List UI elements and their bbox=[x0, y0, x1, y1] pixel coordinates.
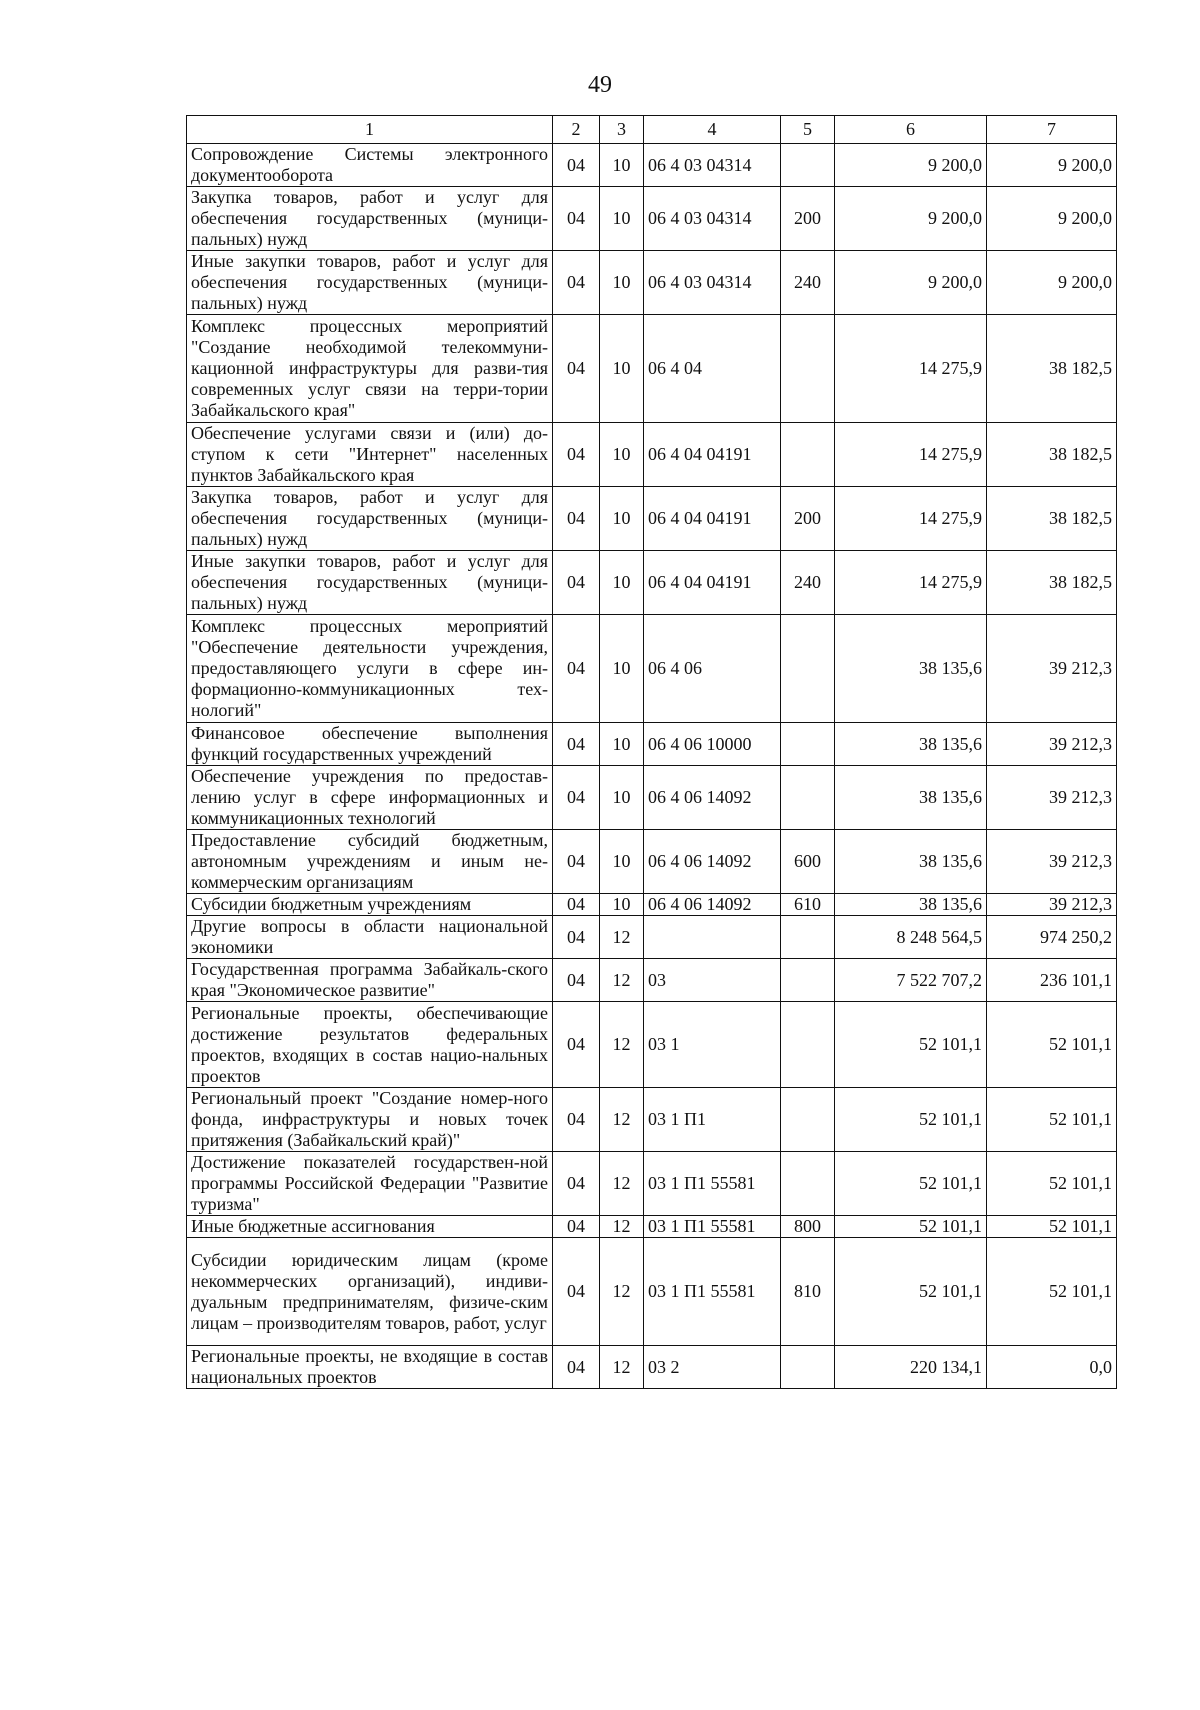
table-row bbox=[187, 1002, 1117, 1088]
amount-col-6: 38 135,6 bbox=[835, 894, 987, 916]
expense-type-code: 600 bbox=[781, 830, 835, 894]
amount-col-7: 38 182,5 bbox=[987, 487, 1117, 551]
amount-col-6: 38 135,6 bbox=[835, 766, 987, 830]
amount-col-6: 9 200,0 bbox=[835, 144, 987, 187]
section-code: 04 bbox=[553, 1346, 600, 1389]
subsection-code: 10 bbox=[600, 487, 644, 551]
amount-col-7: 9 200,0 bbox=[987, 187, 1117, 251]
column-header: 2 bbox=[553, 116, 600, 144]
row-description: Закупка товаров, работ и услуг для обеспечения государственных (муници-пальных) нужд bbox=[187, 187, 553, 251]
expense-type-code bbox=[781, 766, 835, 830]
target-article-code: 06 4 04 04191 bbox=[644, 423, 781, 487]
subsection-code: 10 bbox=[600, 551, 644, 615]
row-description: Региональные проекты, не входящие в состав национальных проектов bbox=[187, 1346, 553, 1389]
amount-col-6: 52 101,1 bbox=[835, 1088, 987, 1152]
row-description: Комплекс процессных мероприятий "Обеспечение деятельности учреждения, предоставляющего услуги в сфере ин-формационно-коммуникационных тех-нологий" bbox=[187, 615, 553, 723]
amount-col-6: 14 275,9 bbox=[835, 551, 987, 615]
section-code: 04 bbox=[553, 916, 600, 959]
expense-type-code: 200 bbox=[781, 187, 835, 251]
table-row bbox=[187, 1216, 1117, 1238]
target-article-code: 06 4 04 04191 bbox=[644, 551, 781, 615]
section-code: 04 bbox=[553, 1216, 600, 1238]
amount-col-7: 9 200,0 bbox=[987, 251, 1117, 315]
amount-col-7: 38 182,5 bbox=[987, 315, 1117, 423]
subsection-code: 10 bbox=[600, 251, 644, 315]
amount-col-7: 52 101,1 bbox=[987, 1216, 1117, 1238]
subsection-code: 12 bbox=[600, 1088, 644, 1152]
amount-col-7: 0,0 bbox=[987, 1346, 1117, 1389]
amount-col-6: 52 101,1 bbox=[835, 1238, 987, 1346]
table-row bbox=[187, 487, 1117, 551]
amount-col-6: 38 135,6 bbox=[835, 615, 987, 723]
column-header: 7 bbox=[987, 116, 1117, 144]
subsection-code: 10 bbox=[600, 144, 644, 187]
row-description: Субсидии бюджетным учреждениям bbox=[187, 894, 553, 916]
amount-col-7: 39 212,3 bbox=[987, 615, 1117, 723]
budget-table bbox=[186, 115, 1117, 1389]
amount-col-6: 38 135,6 bbox=[835, 723, 987, 766]
section-code: 04 bbox=[553, 315, 600, 423]
subsection-code: 12 bbox=[600, 1346, 644, 1389]
subsection-code: 10 bbox=[600, 187, 644, 251]
table-row bbox=[187, 551, 1117, 615]
expense-type-code bbox=[781, 1002, 835, 1088]
table-row bbox=[187, 187, 1117, 251]
table-row bbox=[187, 830, 1117, 894]
subsection-code: 10 bbox=[600, 830, 644, 894]
target-article-code: 03 2 bbox=[644, 1346, 781, 1389]
section-code: 04 bbox=[553, 1002, 600, 1088]
header-row bbox=[187, 116, 1117, 144]
section-code: 04 bbox=[553, 144, 600, 187]
subsection-code: 12 bbox=[600, 1002, 644, 1088]
amount-col-7: 236 101,1 bbox=[987, 959, 1117, 1002]
subsection-code: 12 bbox=[600, 916, 644, 959]
table-row bbox=[187, 766, 1117, 830]
target-article-code: 06 4 03 04314 bbox=[644, 251, 781, 315]
subsection-code: 10 bbox=[600, 766, 644, 830]
amount-col-6: 9 200,0 bbox=[835, 187, 987, 251]
expense-type-code: 810 bbox=[781, 1238, 835, 1346]
target-article-code: 06 4 03 04314 bbox=[644, 187, 781, 251]
column-header: 1 bbox=[187, 116, 553, 144]
section-code: 04 bbox=[553, 894, 600, 916]
amount-col-6: 14 275,9 bbox=[835, 315, 987, 423]
expense-type-code bbox=[781, 1152, 835, 1216]
amount-col-7: 38 182,5 bbox=[987, 423, 1117, 487]
subsection-code: 10 bbox=[600, 423, 644, 487]
section-code: 04 bbox=[553, 487, 600, 551]
subsection-code: 10 bbox=[600, 315, 644, 423]
expense-type-code bbox=[781, 315, 835, 423]
column-header: 4 bbox=[644, 116, 781, 144]
table-row bbox=[187, 251, 1117, 315]
amount-col-7: 39 212,3 bbox=[987, 894, 1117, 916]
section-code: 04 bbox=[553, 723, 600, 766]
row-description: Субсидии юридическим лицам (кроме некоммерческих организаций), индиви-дуальным предпринимателям, физиче-ским лицам – производителям товаров, работ, услуг bbox=[187, 1238, 553, 1346]
target-article-code: 03 bbox=[644, 959, 781, 1002]
table-row bbox=[187, 423, 1117, 487]
table-row bbox=[187, 894, 1117, 916]
row-description: Государственная программа Забайкаль-ского края "Экономическое развитие" bbox=[187, 959, 553, 1002]
row-description: Достижение показателей государствен-ной программы Российской Федерации "Развитие туризма" bbox=[187, 1152, 553, 1216]
amount-col-6: 52 101,1 bbox=[835, 1216, 987, 1238]
expense-type-code: 240 bbox=[781, 251, 835, 315]
amount-col-7: 52 101,1 bbox=[987, 1152, 1117, 1216]
target-article-code: 03 1 П1 55581 bbox=[644, 1238, 781, 1346]
row-description: Предоставление субсидий бюджетным, автономным учреждениям и иным не-коммерческим организациям bbox=[187, 830, 553, 894]
table-row bbox=[187, 1152, 1117, 1216]
row-description: Закупка товаров, работ и услуг для обеспечения государственных (муници-пальных) нужд bbox=[187, 487, 553, 551]
row-description: Иные бюджетные ассигнования bbox=[187, 1216, 553, 1238]
row-description: Региональный проект "Создание номер-ного фонда, инфраструктуры и новых точек притяжения (Забайкальский край)" bbox=[187, 1088, 553, 1152]
amount-col-7: 39 212,3 bbox=[987, 766, 1117, 830]
table-row bbox=[187, 959, 1117, 1002]
expense-type-code: 800 bbox=[781, 1216, 835, 1238]
target-article-code: 03 1 П1 55581 bbox=[644, 1152, 781, 1216]
target-article-code: 06 4 06 14092 bbox=[644, 894, 781, 916]
amount-col-7: 38 182,5 bbox=[987, 551, 1117, 615]
amount-col-6: 52 101,1 bbox=[835, 1002, 987, 1088]
table-row bbox=[187, 916, 1117, 959]
table-row bbox=[187, 144, 1117, 187]
subsection-code: 10 bbox=[600, 615, 644, 723]
expense-type-code: 200 bbox=[781, 487, 835, 551]
row-description: Комплекс процессных мероприятий "Создание необходимой телекоммуни-кационной инфраструктуры для разви-тия современных услуг связи на терри-тории Забайкальского края" bbox=[187, 315, 553, 423]
section-code: 04 bbox=[553, 1088, 600, 1152]
column-header: 5 bbox=[781, 116, 835, 144]
target-article-code: 03 1 bbox=[644, 1002, 781, 1088]
subsection-code: 10 bbox=[600, 894, 644, 916]
amount-col-6: 220 134,1 bbox=[835, 1346, 987, 1389]
section-code: 04 bbox=[553, 187, 600, 251]
expense-type-code bbox=[781, 959, 835, 1002]
amount-col-6: 7 522 707,2 bbox=[835, 959, 987, 1002]
subsection-code: 12 bbox=[600, 959, 644, 1002]
target-article-code: 06 4 04 04191 bbox=[644, 487, 781, 551]
row-description: Иные закупки товаров, работ и услуг для обеспечения государственных (муници-пальных) нужд bbox=[187, 251, 553, 315]
expense-type-code bbox=[781, 423, 835, 487]
amount-col-6: 52 101,1 bbox=[835, 1152, 987, 1216]
amount-col-7: 9 200,0 bbox=[987, 144, 1117, 187]
expense-type-code bbox=[781, 144, 835, 187]
amount-col-7: 39 212,3 bbox=[987, 830, 1117, 894]
subsection-code: 10 bbox=[600, 723, 644, 766]
amount-col-6: 14 275,9 bbox=[835, 487, 987, 551]
table-row bbox=[187, 1088, 1117, 1152]
row-description: Сопровождение Системы электронного документооборота bbox=[187, 144, 553, 187]
amount-col-7: 52 101,1 bbox=[987, 1238, 1117, 1346]
amount-col-7: 52 101,1 bbox=[987, 1088, 1117, 1152]
section-code: 04 bbox=[553, 1152, 600, 1216]
subsection-code: 12 bbox=[600, 1238, 644, 1346]
target-article-code: 06 4 06 14092 bbox=[644, 830, 781, 894]
section-code: 04 bbox=[553, 423, 600, 487]
section-code: 04 bbox=[553, 251, 600, 315]
section-code: 04 bbox=[553, 615, 600, 723]
target-article-code: 06 4 03 04314 bbox=[644, 144, 781, 187]
section-code: 04 bbox=[553, 959, 600, 1002]
table-row bbox=[187, 1238, 1117, 1346]
expense-type-code bbox=[781, 615, 835, 723]
row-description: Иные закупки товаров, работ и услуг для обеспечения государственных (муници-пальных) нужд bbox=[187, 551, 553, 615]
row-description: Региональные проекты, обеспечивающие достижение результатов федеральных проектов, входящих в состав нацио-нальных проектов bbox=[187, 1002, 553, 1088]
section-code: 04 bbox=[553, 766, 600, 830]
column-header: 3 bbox=[600, 116, 644, 144]
column-header: 6 bbox=[835, 116, 987, 144]
expense-type-code: 610 bbox=[781, 894, 835, 916]
amount-col-6: 38 135,6 bbox=[835, 830, 987, 894]
row-description: Обеспечение услугами связи и (или) до-ступом к сети "Интернет" населенных пунктов Забайкальского края bbox=[187, 423, 553, 487]
table-row bbox=[187, 1346, 1117, 1389]
amount-col-6: 9 200,0 bbox=[835, 251, 987, 315]
target-article-code: 03 1 П1 bbox=[644, 1088, 781, 1152]
page-number: 49 bbox=[588, 72, 612, 98]
section-code: 04 bbox=[553, 551, 600, 615]
target-article-code: 06 4 06 14092 bbox=[644, 766, 781, 830]
target-article-code: 03 1 П1 55581 bbox=[644, 1216, 781, 1238]
expense-type-code bbox=[781, 723, 835, 766]
table-row bbox=[187, 315, 1117, 423]
expense-type-code: 240 bbox=[781, 551, 835, 615]
table-row bbox=[187, 615, 1117, 723]
subsection-code: 12 bbox=[600, 1152, 644, 1216]
expense-type-code bbox=[781, 1346, 835, 1389]
row-description: Финансовое обеспечение выполнения функций государственных учреждений bbox=[187, 723, 553, 766]
section-code: 04 bbox=[553, 1238, 600, 1346]
amount-col-7: 39 212,3 bbox=[987, 723, 1117, 766]
amount-col-6: 14 275,9 bbox=[835, 423, 987, 487]
target-article-code: 06 4 04 bbox=[644, 315, 781, 423]
section-code: 04 bbox=[553, 830, 600, 894]
subsection-code: 12 bbox=[600, 1216, 644, 1238]
table-row bbox=[187, 723, 1117, 766]
amount-col-7: 974 250,2 bbox=[987, 916, 1117, 959]
target-article-code: 06 4 06 10000 bbox=[644, 723, 781, 766]
row-description: Обеспечение учреждения по предостав-лению услуг в сфере информационных и коммуникационных технологий bbox=[187, 766, 553, 830]
amount-col-6: 8 248 564,5 bbox=[835, 916, 987, 959]
expense-type-code bbox=[781, 1088, 835, 1152]
expense-type-code bbox=[781, 916, 835, 959]
row-description: Другие вопросы в области национальной экономики bbox=[187, 916, 553, 959]
amount-col-7: 52 101,1 bbox=[987, 1002, 1117, 1088]
target-article-code bbox=[644, 916, 781, 959]
target-article-code: 06 4 06 bbox=[644, 615, 781, 723]
